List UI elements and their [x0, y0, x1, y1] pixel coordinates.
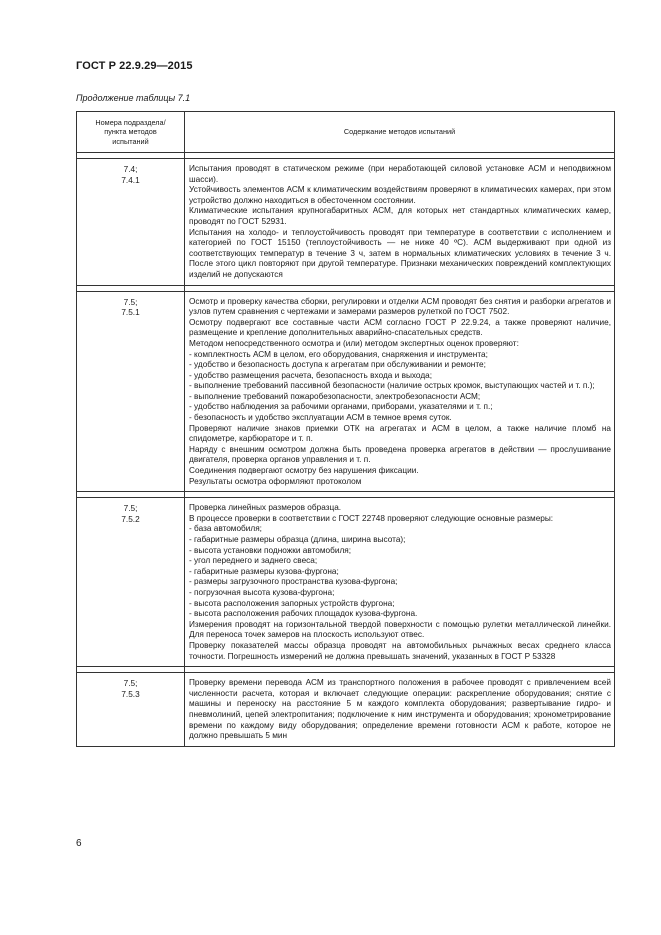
method-paragraph: - база автомобиля;: [189, 524, 262, 534]
column-header-line: пункта методов: [104, 127, 157, 137]
method-paragraph: Результаты осмотра оформляют протоколом: [189, 476, 362, 486]
method-paragraph: - выполнение требований пожаробезопасности, электробезопасности АСМ;: [189, 391, 481, 401]
method-paragraph: Измерения проводят на горизонтальной твердой поверхности с помощью рулетки металлической линейки. Для переноса точек замеров на плоскость используют отвес.: [189, 619, 611, 640]
method-paragraph: - удобство наблюдения за рабочими органами, приборами, указателями и т. п.;: [189, 402, 493, 412]
method-paragraph: В процессе проверки в соответствии с ГОСТ 22748 проверяют следующие основные размеры:: [189, 513, 554, 523]
method-paragraph: - габаритные размеры образца (длина, ширина высота);: [189, 535, 406, 544]
method-paragraph: - безопасность и удобство эксплуатации АСМ в темное время суток.: [189, 413, 452, 423]
method-paragraph: Проверку показателей массы образца проводят на автомобильных рычажных весах среднего класса точности. Погрешность измерений не должна превышать значений, указанных в ГОСТ Р 53328: [189, 640, 611, 661]
section-number: 7.5.1: [121, 308, 140, 318]
method-paragraph: - комплектность АСМ в целом, его оборудования, снаряжения и инструмента;: [189, 349, 488, 359]
section-number: 7.5.3: [121, 689, 140, 699]
column-header-line: испытаний: [112, 136, 149, 146]
method-paragraph: Наряду с внешним осмотром должна быть проведена проверка агрегатов в действии — прослушивание двигателя, проверка органов управления и т. п.: [189, 444, 611, 465]
table-header-row: [77, 112, 615, 153]
column-header-section-number: [77, 112, 185, 153]
method-paragraph: Устойчивость элементов АСМ к климатическим воздействиям проверяют в климатических камерах, при этом устройство должно находиться в обесточенном состоянии.: [189, 185, 611, 205]
method-paragraph: - высота расположения запорных устройств фургона;: [189, 598, 395, 608]
method-paragraph: - высота установки подножки автомобиля;: [189, 545, 352, 555]
table-row: [77, 498, 615, 667]
method-paragraph: - габаритные размеры кузова-фургона;: [189, 566, 339, 576]
page-number: 6: [76, 838, 82, 849]
section-number-cell: [77, 291, 185, 492]
column-header-line: Номера подраздела/: [95, 117, 166, 127]
method-paragraph: Методом непосредственного осмотра и (или) методом экспертных оценок проверяют:: [189, 338, 519, 348]
method-paragraph: - удобство размещения расчета, безопасность входа и выхода;: [189, 370, 433, 380]
method-paragraph: Испытания проводят в статическом режиме (при неработающей силовой установке АСМ и неподвижном шасси).: [189, 164, 611, 184]
method-paragraph: - выполнение требований пассивной безопасности (наличие острых кромок, выступающих частей и т. п.);: [189, 381, 595, 391]
method-paragraph: - погрузочная высота кузова-фургона;: [189, 587, 335, 597]
method-paragraph: - удобство и безопасность доступа к агрегатам при обслуживании и ремонте;: [189, 360, 486, 370]
column-header-content: Содержание методов испытаний: [185, 112, 615, 153]
section-number: 7.4;: [123, 165, 138, 174]
section-number: 7.5;: [123, 504, 138, 514]
method-paragraph: Испытания на холодо- и теплоустойчивость проводят при температуре в соответствии с исполнением и категорией по ГОСТ 15150 (теплоустойчивость — не ниже 40 ºС). АСМ выдерживают при одной из соответствующих температур в течение 3 ч, затем в нормальных климатических условиях в течение 3 ч. После этого цикл повторяют при другой температуре. Признаки механических повреждений комплектующих изделий не допускаются: [189, 227, 611, 279]
method-content-cell: [185, 159, 615, 286]
section-number: 7.5;: [123, 297, 138, 307]
section-number-cell: [77, 159, 185, 286]
method-paragraph: Проверка линейных размеров образца.: [189, 503, 342, 513]
section-number: 7.5.2: [121, 514, 140, 524]
method-paragraph: Проверку времени перевода АСМ из транспортного положения в рабочее проводят с привлечением всей численности расчета, которая и включает следующие операции: раскрепление оборудования; снятие с машины и переноску на расстояние 5 м каждого комплекта оборудования; развертывание гидро- и пневмолиний, цепей электропитания; подключение к ним инструмента и оборудования; хронометрирование времени по каждому виду оборудования; определение времени готовности АСМ к работе, которое не должно превышать 5 мин: [189, 678, 611, 741]
section-number: 7.5;: [123, 679, 138, 689]
table-row: [77, 291, 615, 492]
table-row: [77, 159, 615, 286]
method-paragraph: Осмотру подвергают все составные части АСМ согласно ГОСТ Р 22.9.24, а также проверяют наличие, размещение и крепление дополнительных аварийно-спасательных средств.: [189, 317, 611, 338]
method-paragraph: - высота расположения рабочих площадок кузова-фургона.: [189, 609, 418, 619]
table-caption: Продолжение таблицы 7.1: [76, 93, 191, 103]
section-number: 7.4.1: [121, 175, 140, 185]
method-paragraph: Осмотр и проверку качества сборки, регулировки и отделки АСМ проводят без снятия и разборки агрегатов и узлов путем сравнения с чертежами и замерами размеров рулеткой по ГОСТ 7502.: [189, 296, 611, 317]
method-content-cell: [185, 291, 615, 492]
method-paragraph: - размеры загрузочного пространства кузова-фургона;: [189, 577, 398, 587]
section-number-cell: [77, 498, 185, 667]
document-title: ГОСТ Р 22.9.29—2015: [76, 60, 193, 72]
method-paragraph: Проверяют наличие знаков приемки ОТК на агрегатах и АСМ в целом, а также наличие пломб на спидометре, карбюраторе и т. п.: [189, 423, 611, 444]
method-content-cell: [185, 673, 615, 747]
method-paragraph: Климатические испытания крупногабаритных АСМ, для которых нет стандартных климатических камер, проводят по ГОСТ 52931.: [189, 206, 611, 226]
method-paragraph: Соединения подвергают осмотру без нарушения фиксации.: [189, 466, 419, 476]
method-paragraph: - угол переднего и заднего свеса;: [189, 556, 318, 566]
table-row: [77, 673, 615, 747]
method-content-cell: [185, 498, 615, 667]
section-number-cell: [77, 673, 185, 747]
methods-table: [76, 111, 615, 747]
